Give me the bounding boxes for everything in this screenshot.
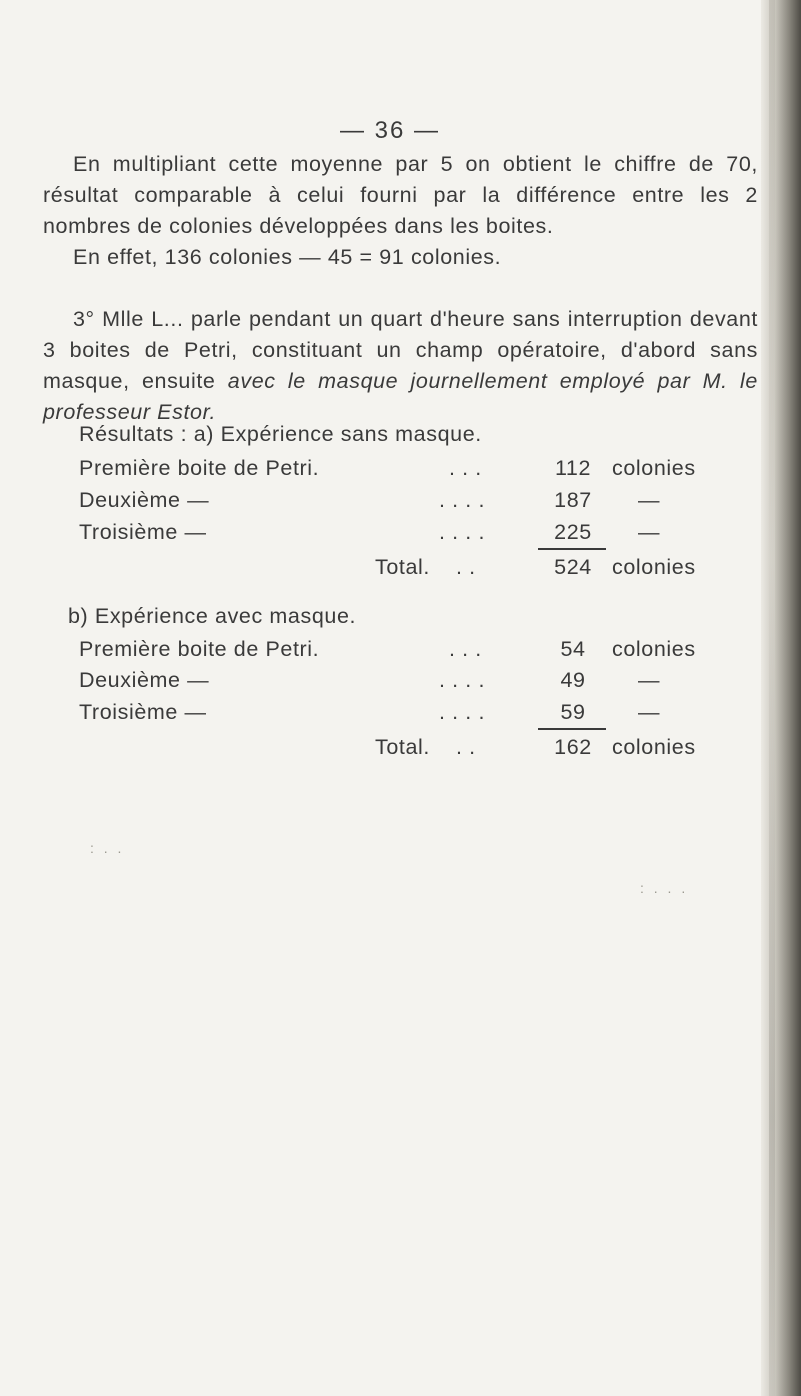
page-edge-shadow xyxy=(761,0,801,1396)
exp-a-row-3-unit: — xyxy=(638,520,661,544)
page-number: — 36 — xyxy=(339,117,441,144)
exp-a-row-2-value: 187 xyxy=(554,488,592,512)
paragraph-experiment-3 xyxy=(43,304,758,428)
paper-speck: : . . xyxy=(90,840,125,856)
page-edge-highlight xyxy=(769,0,775,1396)
exp-a-row-2-label: Deuxième — xyxy=(79,488,210,512)
exp-b-row-2-label: Deuxième — xyxy=(79,668,210,692)
paragraph-experiment-3-italic: avec le masque journellement employé par M. le professeur Estor. xyxy=(43,369,758,424)
exp-b-row-2-unit: — xyxy=(638,668,661,692)
exp-b-heading: b) Expérience avec masque. xyxy=(68,604,357,628)
exp-b-row-3-value: 59 xyxy=(560,700,586,724)
exp-b-row-1-label: Première boite de Petri. xyxy=(79,637,320,661)
exp-b-row-3-label: Troisième — xyxy=(79,700,207,724)
exp-a-total-label: Total. xyxy=(375,555,430,579)
exp-a-row-2-unit: — xyxy=(638,488,661,512)
exp-a-total-value: 524 xyxy=(554,555,592,579)
exp-b-total-dots: . . xyxy=(456,735,476,759)
exp-b-total-value: 162 xyxy=(554,735,592,759)
exp-b-row-3-dots: . . . . xyxy=(439,700,486,724)
exp-b-total-label: Total. xyxy=(375,735,430,759)
paragraph-multiplication: En multipliant cette moyenne par 5 on obtient le chiffre de 70, résultat comparable à celui fourni par la différence entre les 2 nombres de colonies développées dans les boites. xyxy=(43,152,758,238)
exp-b-row-2-value: 49 xyxy=(560,668,586,692)
exp-a-row-1-unit: colonies xyxy=(612,456,696,480)
paper-speck: : . . . xyxy=(640,880,689,896)
results-heading: Résultats : a) Expérience sans masque. xyxy=(79,422,482,446)
exp-a-row-3-label: Troisième — xyxy=(79,520,207,544)
exp-b-sum-rule xyxy=(538,728,606,730)
exp-b-row-1-dots: . . . xyxy=(449,637,482,661)
exp-a-row-3-dots: . . . . xyxy=(439,520,486,544)
exp-a-row-2-dots: . . . . xyxy=(439,488,486,512)
exp-b-row-1-unit: colonies xyxy=(612,637,696,661)
exp-a-row-1-dots: . . . xyxy=(449,456,482,480)
exp-a-row-1-value: 112 xyxy=(554,456,592,480)
exp-a-row-3-value: 225 xyxy=(554,520,592,544)
exp-b-row-2-dots: . . . . xyxy=(439,668,486,692)
exp-b-row-1-value: 54 xyxy=(560,637,586,661)
exp-b-total-unit: colonies xyxy=(612,735,696,759)
exp-a-total-dots: . . xyxy=(456,555,476,579)
exp-a-row-1-label: Première boite de Petri. xyxy=(79,456,320,480)
paragraph-experiment-3-text: 3° Mlle L... parle pendant un quart d'heure sans interruption devant 3 boites de Petri, constituant un champ opératoire, d'abord sans masque, ensuite xyxy=(43,307,758,393)
exp-b-row-3-unit: — xyxy=(638,700,661,724)
exp-a-total-unit: colonies xyxy=(612,555,696,579)
paragraph-difference: En effet, 136 colonies — 45 = 91 colonies. xyxy=(73,245,502,269)
exp-a-sum-rule xyxy=(538,548,606,550)
